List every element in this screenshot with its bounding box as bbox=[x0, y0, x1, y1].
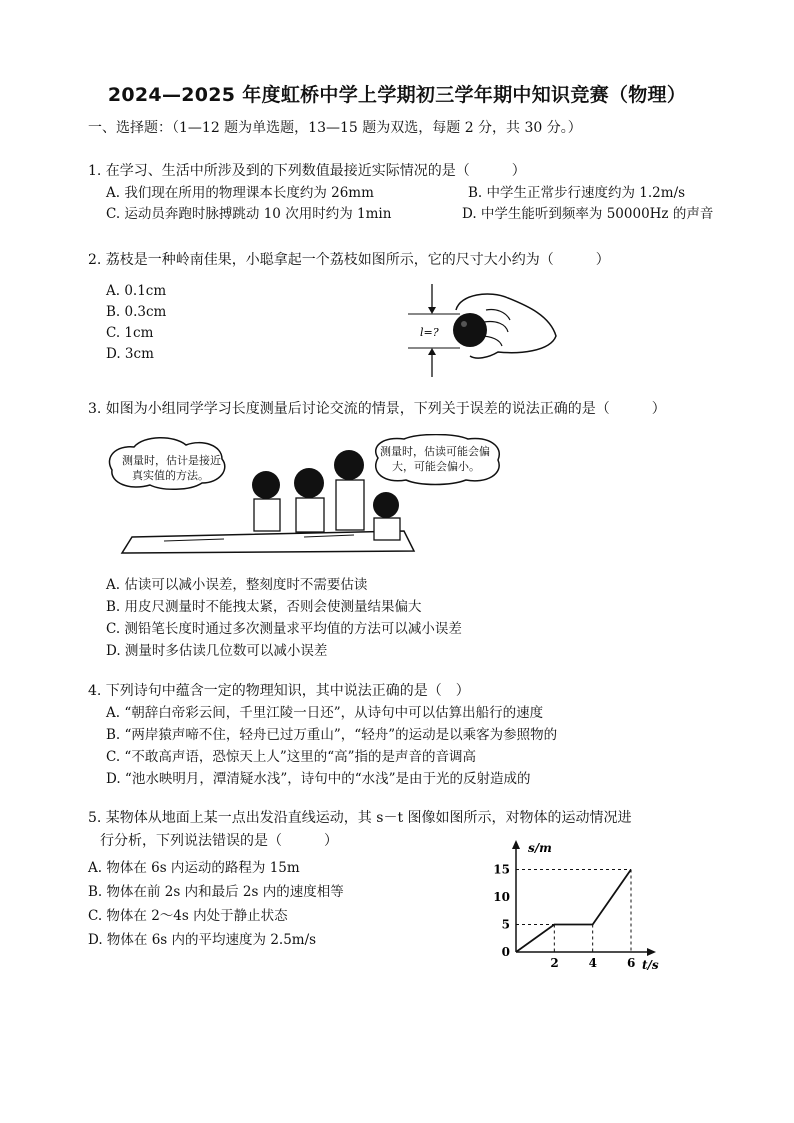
q1-option-a: A. 我们现在所用的物理课本长度约为 26mm bbox=[106, 185, 374, 201]
lychee-figure bbox=[400, 280, 560, 380]
q5-option-a: A. 物体在 6s 内运动的路程为 15m bbox=[88, 860, 300, 876]
y-tick-label: 10 bbox=[493, 890, 510, 904]
q4-option-a: A. “朝辞白帝彩云间，千里江陵一日还”，从诗句中可以估算出船行的速度 bbox=[106, 705, 544, 721]
q1-option-d: D. 中学生能听到频率为 50000Hz 的声音 bbox=[462, 206, 714, 222]
y-axis-label: s/m bbox=[528, 841, 552, 855]
q2-option-d: D. 3cm bbox=[106, 346, 154, 362]
section-header bbox=[88, 117, 582, 137]
y-tick-label: 5 bbox=[501, 917, 510, 932]
q4-option-b: B. “两岸猿声啼不住，轻舟已过万重山”，“轻舟”的运动是以乘客为参照物的 bbox=[106, 727, 558, 743]
q3-option-d: D. 测量时多估读几位数可以减小误差 bbox=[106, 643, 328, 659]
q1-stem: 1. 在学习、生活中所涉及到的下列数值最接近实际情况的是（ ） bbox=[88, 163, 526, 179]
bubble-right-line1: 测量时，估读可能会偏 bbox=[380, 445, 490, 458]
q3-stem: 3. 如图为小组同学学习长度测量后讨论交流的情景，下列关于误差的说法正确的是（ ） bbox=[88, 401, 666, 417]
exam-title: 2024—2025 年度虹桥中学上学期初三学年期中知识竞赛（物理） bbox=[107, 84, 687, 106]
x-tick-label: 6 bbox=[627, 956, 636, 970]
bubble-right-line2: 大，可能会偏小。 bbox=[392, 460, 480, 473]
size-label: l=? bbox=[420, 326, 439, 339]
q3-option-c: C. 测铅笔长度时通过多次测量求平均值的方法可以减小误差 bbox=[106, 621, 462, 637]
y-tick-label: 15 bbox=[493, 862, 510, 877]
q5-stem-line1: 5. 某物体从地面上某一点出发沿直线运动，其 s－t 图像如图所示，对物体的运动情况进 bbox=[88, 810, 632, 826]
x-axis-label: t/s bbox=[642, 958, 659, 972]
q5-option-b: B. 物体在前 2s 内和最后 2s 内的速度相等 bbox=[88, 884, 344, 900]
q1-option-b: B. 中学生正常步行速度约为 1.2m/s bbox=[468, 185, 686, 201]
q2-stem: 2. 荔枝是一种岭南佳果，小聪拿起一个荔枝如图所示，它的尺寸大小约为（ ） bbox=[88, 252, 610, 268]
speech-bubble-right bbox=[368, 434, 506, 486]
q3-option-b: B. 用皮尺测量时不能拽太紧，否则会使测量结果偏大 bbox=[106, 599, 422, 615]
q5-stem-line2: 行分析，下列说法错误的是（ ） bbox=[100, 833, 338, 849]
q5-option-c: C. 物体在 2～4s 内处于静止状态 bbox=[88, 908, 288, 924]
q4-stem: 4. 下列诗句中蕴含一定的物理知识，其中说法正确的是（ ） bbox=[88, 683, 470, 699]
y-tick-label: 0 bbox=[501, 945, 510, 959]
bubble-left-line2: 真实值的方法。 bbox=[132, 469, 209, 482]
x-tick-label: 4 bbox=[588, 956, 598, 970]
q2-option-a: A. 0.1cm bbox=[106, 283, 167, 299]
q4-option-d: D. “池水映明月，潭清疑水浅”，诗句中的“水浅”是由于光的反射造成的 bbox=[106, 771, 531, 787]
q5-option-d: D. 物体在 6s 内的平均速度为 2.5m/s bbox=[88, 932, 317, 948]
q3-option-a: A. 估读可以减小误差，整刻度时不需要估读 bbox=[106, 577, 368, 593]
q2-option-b: B. 0.3cm bbox=[106, 304, 167, 320]
y-axis-arrow bbox=[512, 840, 520, 849]
bubble-left-line1: 测量时，估计是接近 bbox=[122, 454, 221, 467]
q1-option-c: C. 运动员奔跑时脉搏跳动 10 次用时约为 1min bbox=[106, 206, 392, 222]
x-axis-arrow bbox=[647, 948, 656, 956]
st-graph bbox=[488, 838, 678, 978]
q2-option-c: C. 1cm bbox=[106, 325, 154, 341]
series-line bbox=[516, 870, 631, 953]
section-note: （1—12 题为单选题，13—15 题为双选，每题 2 分，共 30 分。） bbox=[172, 120, 582, 136]
section-label: 一、选择题： bbox=[88, 120, 172, 136]
x-tick-label: 2 bbox=[550, 956, 559, 970]
q4-option-c: C. “不敢高声语，恐惊天上人”这里的“高”指的是声音的音调高 bbox=[106, 749, 477, 765]
